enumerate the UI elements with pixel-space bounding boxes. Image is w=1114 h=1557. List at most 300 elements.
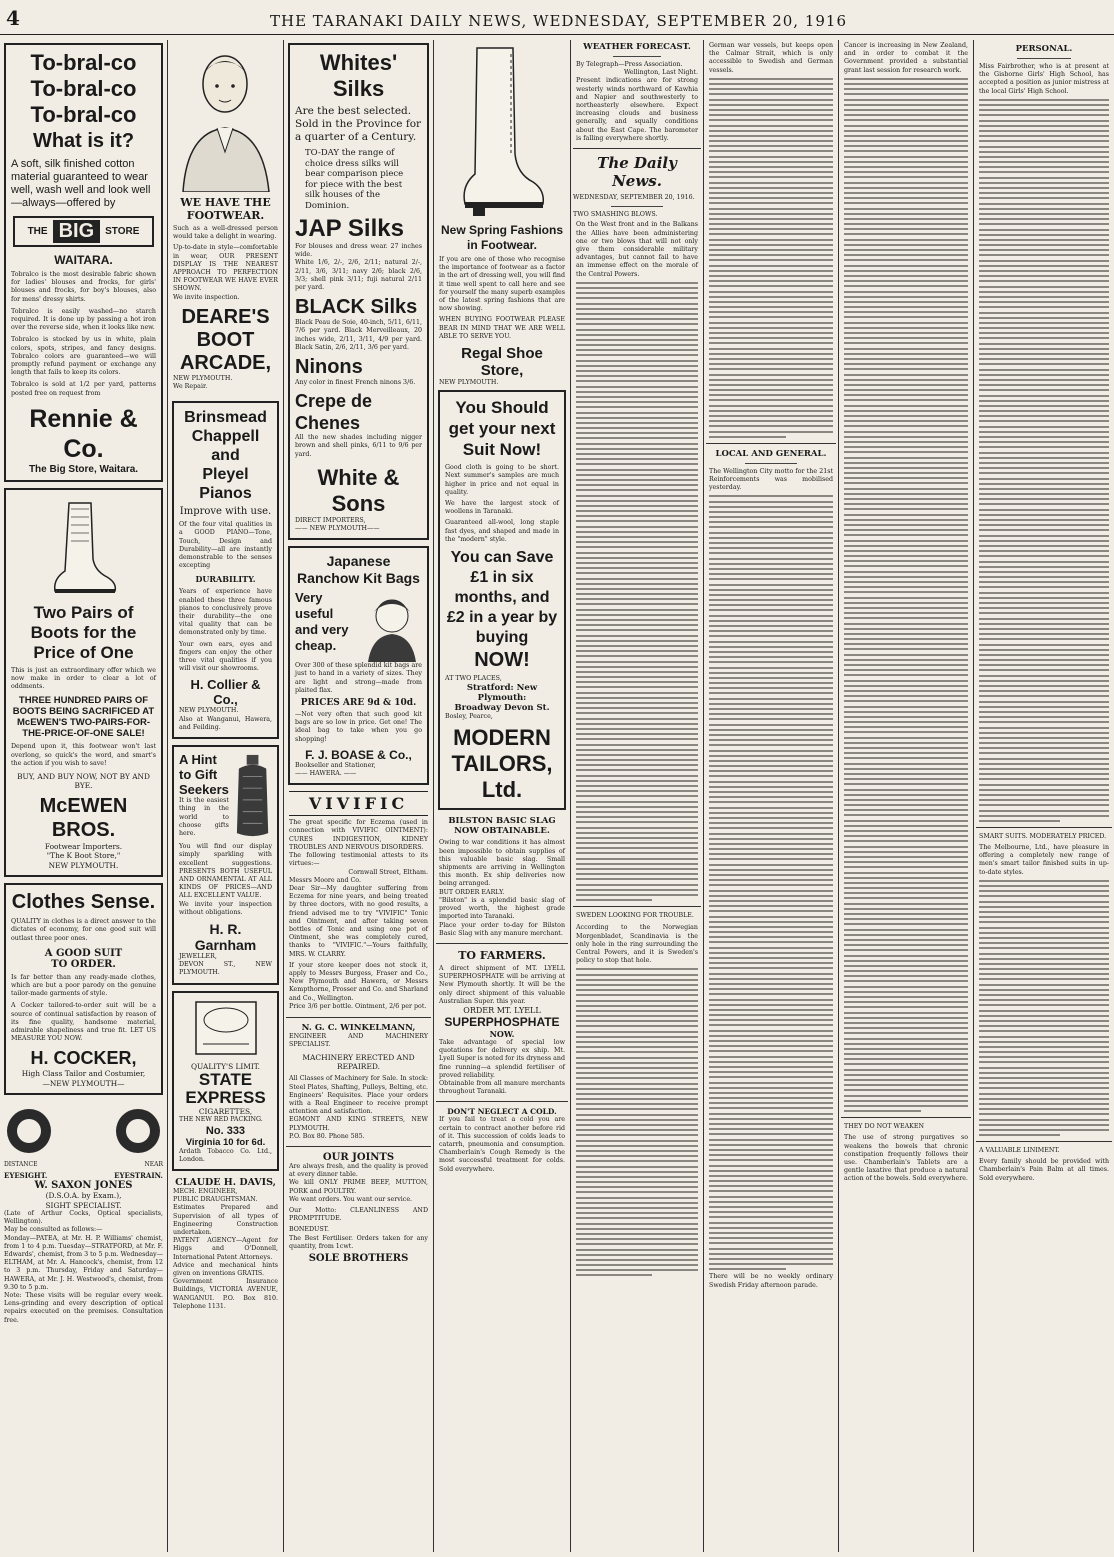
text-line <box>576 354 698 356</box>
text-line <box>844 861 968 863</box>
text-line <box>979 249 1109 251</box>
text-line <box>576 1140 698 1142</box>
footwear-para: Such as a well-dressed person would take a delight in wearing. <box>173 225 278 241</box>
direct-importers: DIRECT IMPORTERS, <box>295 516 366 524</box>
text-line <box>576 827 698 829</box>
text-line <box>709 358 833 360</box>
text-line <box>709 1066 833 1068</box>
text-line <box>844 233 968 235</box>
text-line <box>979 234 1109 236</box>
text-line <box>844 846 968 848</box>
text-line <box>844 1063 968 1065</box>
text-line <box>576 1186 698 1188</box>
hint-2: to Gift <box>179 767 218 783</box>
boase-sub: Bookseller and Stationer, <box>295 761 376 769</box>
divider <box>841 1117 971 1118</box>
text-line <box>576 624 698 626</box>
column-rule <box>973 40 974 1552</box>
text-line <box>844 643 968 645</box>
text-line <box>979 182 1109 184</box>
text-line <box>979 1056 1109 1058</box>
text-line <box>979 607 1109 609</box>
should-para: We have the largest stock of woollens in Taranaki. <box>445 500 559 516</box>
text-line <box>979 1025 1109 1027</box>
text-line <box>979 312 1109 314</box>
deares: DEARE'S <box>181 305 270 328</box>
text-line <box>576 1191 698 1193</box>
text-line <box>709 926 833 928</box>
visits-note: Note: These visits will be regular every week. Lens-grinding and every description of optical repairs executed on the premises. Consultation free. <box>4 1291 163 1324</box>
text-line <box>709 425 833 427</box>
text-line <box>709 724 833 726</box>
column-8 <box>976 40 1112 1552</box>
text-line <box>709 999 833 1001</box>
text-line <box>844 529 968 531</box>
broadway-devon: Broadway Devon St. <box>454 703 550 714</box>
sole-brothers-ad <box>289 1152 428 1264</box>
text-line <box>844 897 968 899</box>
text-line <box>844 695 968 697</box>
divider <box>611 206 662 207</box>
text-line <box>576 697 698 699</box>
prices: PRICES ARE 9d & 10d. <box>300 698 417 709</box>
text-line <box>709 1087 833 1089</box>
text-line <box>979 509 1109 511</box>
text-line <box>576 1160 698 1162</box>
column-4 <box>436 40 568 1552</box>
text-line <box>709 363 833 365</box>
should-para: Good cloth is going to be short. Next summer's samples are much higher in price and not equal in quality. <box>445 464 559 496</box>
smart-suits-heading: SMART SUITS. MODERATELY PRICED. <box>979 832 1107 840</box>
text-line <box>709 755 833 757</box>
boase-ad <box>288 546 429 785</box>
text-line <box>979 384 1109 386</box>
text-line <box>576 974 698 976</box>
text-line <box>979 963 1109 965</box>
text-line <box>709 646 833 648</box>
text-line <box>979 519 1109 521</box>
text-line <box>576 806 698 808</box>
text-line <box>576 676 698 678</box>
text-line <box>979 514 1109 516</box>
text-line <box>844 477 968 479</box>
text-line <box>709 119 833 121</box>
text-line <box>844 524 968 526</box>
text-line <box>844 223 968 225</box>
pianos-para: Of the four vital qualities in a GOOD PIANO—Tone, Touch, Design and Durability—all are instantly demonstrable to the senses excepting <box>179 521 272 570</box>
text-line <box>844 316 968 318</box>
text-line <box>576 526 698 528</box>
text-line <box>844 270 968 272</box>
text-line <box>844 488 968 490</box>
weaken-para: The use of strong purgatives so weakens the bowels that chronic constipation frequently follows their use. Chamberlain's Tablets are a gentle laxative that produce a natural action of the bowels. Sold everywhere. <box>844 1134 968 1183</box>
text-line <box>709 1009 833 1011</box>
text-line <box>709 578 833 580</box>
text-line <box>709 1211 833 1213</box>
text-line <box>979 1015 1109 1017</box>
text-line <box>844 327 968 329</box>
text-line <box>709 1237 833 1239</box>
winkelmann-box: P.O. Box 80. Phone 585. <box>289 1132 365 1140</box>
text-line <box>979 804 1109 806</box>
text-line <box>844 265 968 267</box>
text-line <box>709 594 833 596</box>
text-line <box>844 1043 968 1045</box>
text-line <box>979 332 1109 334</box>
text-line <box>576 852 698 854</box>
text-line <box>979 208 1109 210</box>
text-line <box>709 1149 833 1151</box>
text-line <box>709 708 833 710</box>
text-line <box>576 666 698 668</box>
text-line <box>709 348 833 350</box>
text-line <box>844 934 968 936</box>
vivific-para: If your store keeper does not stock it, apply to Messrs Burgess, Fraser and Co., New Plymouth and Hawera, or Messrs Kempthorne, Prosser and Co. and Sharland and Co., Wellington. <box>289 961 428 1002</box>
text-line <box>844 607 968 609</box>
modern-tailors-ad <box>438 390 566 810</box>
tobralco-heading: To-bral-co <box>30 102 137 127</box>
personal-heading: PERSONAL. <box>1015 44 1073 54</box>
text-line <box>979 1087 1109 1089</box>
text-line <box>709 843 833 845</box>
text-line <box>979 576 1109 578</box>
text-line <box>709 786 833 788</box>
text-line <box>844 415 968 417</box>
text-line <box>709 311 833 313</box>
text-line <box>709 399 833 401</box>
text-line <box>979 664 1109 666</box>
text-line <box>979 275 1109 277</box>
text-line <box>576 640 698 642</box>
text-line <box>844 498 968 500</box>
text-line <box>979 1072 1109 1074</box>
boot-illustration-icon <box>49 499 119 599</box>
text-line <box>709 558 833 560</box>
text-line <box>844 929 968 931</box>
text-line <box>844 363 968 365</box>
weather-para: Present indications are for strong westerly winds northward of Kawhia and Napier and southwesterly to northeasterly elsewhere. Expect increasing clouds and business generally, and squally conditions about the East Cape. The barometer is falling everywhere shortly. <box>576 77 698 142</box>
text-line <box>979 441 1109 443</box>
text-line <box>709 83 833 85</box>
text-line <box>709 760 833 762</box>
text-line <box>709 353 833 355</box>
man-portrait-icon <box>173 42 278 192</box>
winkelmann-para: All Classes of Machinery for Sale. In stock: Steel Plates, Shafting, Pulleys, Belting, etc. Engineers' Requisites. Place your orders with a Real Engineer to receive prompt attention and satisfaction. <box>289 1075 428 1116</box>
text-line <box>844 540 968 542</box>
pianos-para: Your own ears, eyes and fingers can enjoy the other three vital qualities if you will visit our showrooms. <box>179 640 272 673</box>
hint-row <box>179 752 272 840</box>
text-line <box>709 316 833 318</box>
text-line <box>709 415 833 417</box>
text-line <box>979 1108 1109 1110</box>
text-line <box>979 901 1109 903</box>
ninons: Ninons <box>295 356 363 379</box>
chappell: Chappell and <box>191 428 260 465</box>
modern-tailors: MODERN TAILORS, Ltd. <box>451 725 553 803</box>
text-line <box>844 986 968 988</box>
text-line <box>709 609 833 611</box>
text-line <box>979 467 1109 469</box>
text-line <box>979 618 1109 620</box>
text-line <box>576 619 698 621</box>
regal-ad <box>439 44 565 387</box>
collier-pianos-ad <box>172 401 279 739</box>
text-line <box>709 1185 833 1187</box>
kit-bags-heading: Japanese Ranchow Kit Bags <box>297 553 420 587</box>
weather-heading: WEATHER FORECAST. <box>583 42 691 52</box>
text-line <box>709 983 833 985</box>
text-line <box>979 1103 1109 1105</box>
pleyel: Pleyel <box>202 466 249 484</box>
text-line <box>844 379 968 381</box>
local-general-heading: LOCAL AND GENERAL. <box>715 448 827 459</box>
text-line <box>576 984 698 986</box>
text-line <box>709 1024 833 1026</box>
text-line <box>576 842 698 844</box>
state: STATE <box>198 1069 253 1089</box>
text-line <box>979 1041 1109 1043</box>
white-town: —— NEW PLYMOUTH—— <box>295 525 380 533</box>
text-line <box>576 303 698 305</box>
text-line <box>844 482 968 484</box>
text-line <box>709 233 833 235</box>
text-line <box>709 1268 786 1270</box>
text-line <box>576 655 698 657</box>
text-line <box>709 1014 833 1016</box>
superphosphate: SUPERPHOSPHATE <box>444 1014 560 1029</box>
spring-heading: New Spring Fashions in Footwear. <box>440 223 563 252</box>
text-line <box>844 830 968 832</box>
text-line <box>979 958 1109 960</box>
brinsmead: Brinsmead <box>184 409 267 427</box>
text-line <box>979 690 1109 692</box>
text-line <box>576 598 698 600</box>
text-line <box>576 427 698 429</box>
text-line <box>709 1159 833 1161</box>
now-heading: NOW! <box>474 649 530 672</box>
text-line <box>844 166 968 168</box>
text-line <box>576 780 698 782</box>
hint-1: A Hint <box>179 752 217 768</box>
kit-bag-para: —Not very often that such good kit bags are so low in price. Get one! The ideal bag to take when you go shopping! <box>295 711 422 743</box>
text-line <box>979 727 1109 729</box>
text-line <box>576 578 698 580</box>
text-line <box>576 847 698 849</box>
ninons-para: Any color in finest French ninons 3/6. <box>295 379 416 387</box>
text-line <box>844 78 968 80</box>
text-line <box>576 567 698 569</box>
text-line <box>979 789 1109 791</box>
text-line <box>709 114 833 116</box>
text-line <box>844 908 968 910</box>
text-line <box>709 978 833 980</box>
text-line <box>844 581 968 583</box>
text-line <box>844 285 968 287</box>
text-line <box>844 441 968 443</box>
text-line <box>709 1123 833 1125</box>
text-line <box>576 510 698 512</box>
joints-para: We want orders. You want our service. <box>289 1195 413 1203</box>
text-line <box>979 478 1109 480</box>
text-line <box>709 436 786 438</box>
text-line <box>844 877 968 879</box>
text-line <box>709 957 833 959</box>
text-line <box>844 721 968 723</box>
text-line <box>844 358 968 360</box>
text-line <box>709 1196 833 1198</box>
text-line <box>844 508 968 510</box>
collier-town: NEW PLYMOUTH. <box>179 707 239 715</box>
text-line <box>709 672 833 674</box>
text-line <box>709 1206 833 1208</box>
text-line <box>844 706 968 708</box>
text-line <box>576 453 698 455</box>
buy-now: BUY, AND BUY NOW, NOT BY AND BYE. <box>17 772 150 791</box>
text-line <box>576 614 698 616</box>
cigarette-packet-icon <box>181 998 271 1058</box>
text-line <box>576 1166 698 1168</box>
text-line <box>709 947 833 949</box>
text-line <box>576 712 698 714</box>
text-line <box>979 815 1109 817</box>
text-line <box>844 145 968 147</box>
text-line <box>979 343 1109 345</box>
tobralco-heading: To-bral-co <box>30 50 137 75</box>
text-line <box>979 431 1109 433</box>
text-line <box>979 778 1109 780</box>
crepe-para: All the new shades including nigger brown and shell pinks, 6/11 to 9/6 per yard. <box>295 434 422 458</box>
text-line <box>844 1001 968 1003</box>
text-line <box>844 348 968 350</box>
text-line <box>576 1114 698 1116</box>
text-line <box>576 994 698 996</box>
text-line <box>844 960 968 962</box>
text-line <box>979 1124 1109 1126</box>
text-line <box>979 968 1109 970</box>
text-line <box>844 472 968 474</box>
text-line <box>979 675 1109 677</box>
spring-para: If you are one of those who recognise the importance of footwear as a factor in the art of dressing well, you will find it time well spent to call here and see for yourself the many superb examples of the latest spring fashions that are now showing. <box>439 256 565 313</box>
text-line <box>709 656 833 658</box>
text-line <box>576 1108 698 1110</box>
distance-lens-icon <box>4 1106 54 1156</box>
text-line <box>576 1176 698 1178</box>
text-line <box>709 93 833 95</box>
davis-addr: Government Insurance Buildings, VICTORIA AVENUE, WANGANUI. P.O. Box 810. Telephone 1131. <box>173 1278 278 1310</box>
text-line <box>844 275 968 277</box>
text-line <box>979 701 1109 703</box>
footwear-heading: WE HAVE THE FOOTWEAR. <box>180 196 271 222</box>
text-line <box>576 292 698 294</box>
text-line <box>844 768 968 770</box>
text-line <box>576 832 698 834</box>
text-line <box>709 858 833 860</box>
text-line <box>576 728 698 730</box>
text-line <box>844 835 968 837</box>
text-line <box>979 291 1109 293</box>
rennie-sub: The Big Store, Waitara. <box>28 463 139 475</box>
text-line <box>709 630 833 632</box>
text-line <box>576 520 698 522</box>
text-line <box>576 775 698 777</box>
text-line <box>576 1264 698 1266</box>
text-line <box>979 369 1109 371</box>
text-line <box>844 114 968 116</box>
text-line <box>576 479 698 481</box>
visits: Monday—PATEA, at Mr. H. P. Williams' chemist, from 1 to 4 p.m. Tuesday—STRATFORD, at Mr. F. Edwards', chemist, from 3 to 5 p.m. Wednesday—ELTHAM, at Mr. A. Hancock's, chemist, from 12 to 3 p.m. Thursday, Friday and Saturday—HAWERA, at Mr. J. H. Westwood's, chemist, from 9.30 to 5 p.m. <box>4 1234 163 1291</box>
text-line <box>576 759 698 761</box>
text-line <box>844 913 968 915</box>
text-line <box>844 820 968 822</box>
text-line <box>576 837 698 839</box>
text-line <box>844 1038 968 1040</box>
text-line <box>576 515 698 517</box>
good-suit: A GOOD SUIT <box>44 947 123 959</box>
divider <box>573 148 701 149</box>
text-line <box>709 285 833 287</box>
text-line <box>709 833 833 835</box>
text-line <box>576 422 698 424</box>
text-line <box>979 1061 1109 1063</box>
text-line <box>576 505 698 507</box>
text-line <box>576 469 698 471</box>
text-line <box>709 993 833 995</box>
text-line <box>576 738 698 740</box>
text-line <box>979 612 1109 614</box>
machinery: MACHINERY ERECTED AND REPAIRED. <box>302 1053 415 1072</box>
text-line <box>709 431 833 433</box>
logo-the: THE <box>27 226 48 237</box>
text-line <box>844 799 968 801</box>
text-line <box>844 602 968 604</box>
text-line <box>709 394 833 396</box>
text-line <box>576 1041 698 1043</box>
joints-para: We kill ONLY PRIME BEEF, MUTTON, PORK and POULTRY. <box>289 1179 428 1195</box>
text-line <box>576 1010 698 1012</box>
text-line <box>576 375 698 377</box>
text-line <box>576 821 698 823</box>
two-places: AT TWO PLACES, <box>445 675 502 683</box>
text-line <box>576 671 698 673</box>
text-line <box>844 794 968 796</box>
winkelmann-addr: EGMONT AND KING STREETS, NEW PLYMOUTH. <box>289 1116 428 1132</box>
text-line <box>979 483 1109 485</box>
text-line <box>709 817 833 819</box>
text-line <box>709 104 833 106</box>
text-line <box>844 773 968 775</box>
text-line <box>979 446 1109 448</box>
local-para: The Wellington City motto for the 21st Reinforcements was mobilised yesterday. <box>709 467 833 492</box>
text-line <box>709 651 833 653</box>
text-line <box>844 752 968 754</box>
express: EXPRESS <box>185 1087 266 1107</box>
text-line <box>979 493 1109 495</box>
text-line <box>979 104 1109 106</box>
weather-forecast <box>576 42 698 143</box>
text-line <box>844 648 968 650</box>
sight-specialist: SIGHT SPECIALIST. <box>45 1200 122 1210</box>
text-line <box>709 962 833 964</box>
text-line <box>844 789 968 791</box>
text-line <box>979 581 1109 583</box>
text-line <box>709 848 833 850</box>
text-line <box>844 1100 968 1102</box>
text-line <box>844 384 968 386</box>
text-line <box>844 1110 921 1112</box>
liniment-heading: A VALUABLE LINIMENT. <box>979 1147 1060 1155</box>
text-line <box>979 602 1109 604</box>
text-line <box>709 781 833 783</box>
